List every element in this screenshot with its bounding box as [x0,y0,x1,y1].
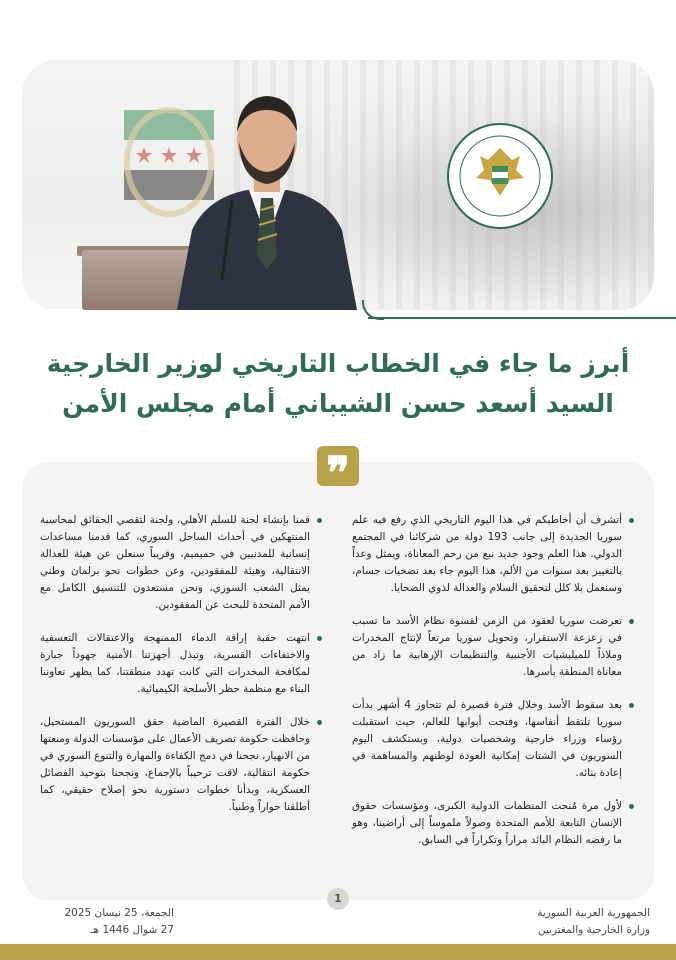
footer-date-gregorian: الجمعة، 25 نيسان 2025 [64,907,174,919]
hero-divider-curve [362,300,384,320]
hero-divider-line [368,317,676,319]
bullet-item: تعرضت سوريا لعقود من الزمن لقسوة نظام الأسد ما تسبب في زعزعة الاستقرار، وتحويل سوريا مرتعاً لإنتاج المخدرات وملاذاً للميليشيات الأجنبية والتنظيمات الإرهابية ما زاد من معاناة المنطقة بأسرها. [352,613,634,681]
right-column [352,512,634,865]
footer-organization [537,905,650,939]
speaker-portrait [137,80,397,310]
page-number: 1 [327,888,349,910]
bullet-item: خلال الفترة القصيرة الماضية حقق السوريون المستحيل، وحافظت حكومة تصريف الأعمال على مؤسسات الدولة ومنعتها من الانهيار، نجحنا في دمج الكفاءة والمهارة والتنوع السوري في حكومة انتقالية، لاقت ترحيباً بالإجماع، ونجحنا بتوحيد الفصائل العسكرية، وبدأنا خطوات دستورية نحو إصلاح حقيقي، كما أطلقنا حواراً وطنياً. [40,714,322,816]
bullet-item: أتشرف أن أخاطبكم في هذا اليوم التاريخي الذي رفع فيه علم سوريا الجديدة إلى جانب 193 دولة من شركائنا في المجتمع الدولي. هذا العلم وجود جديد نبع من رحم المعاناة، ويمثل وعداً بالتغيير بعد سنوات من الألم، هذا اليوم جاء بعد تضحيات جسام، وسنعمل بلا كلل لتحقيق السلام والعدالة لذوي الضحايا. [352,512,634,597]
page-title [30,344,646,424]
bullet-item: انتهت حقبة إراقة الدماء الممنهجة والاعتقالات التعسفية والاختفاءات القسرية، وتبذل أجهزتنا الأمنية جهوداً جبارة لمكافحة المخدرات التي كانت تهدد منطقتنا، كما يظهر تعاوننا البناء مع منظمة حظر الأسلحة الكيميائية. [40,630,322,698]
footer-date [24,905,174,939]
bullet-item: بعد سقوط الأسد وخلال فترة قصيرة لم تتجاوز 4 أشهر بدأت سوريا تلتقط أنفاسها، وفتحت أبوابها للعالم، حيث استقبلت رؤساء وزراء خارجية وشخصيات دولية، وبستكشف اليوم السوريون في الشتات إمكانية العودة لوطنهم والمساهمة في إعادة بنائه. [352,697,634,782]
hero-photo [22,60,654,310]
quote-mark-icon: ❞ [317,446,359,486]
bullet-item: لأول مرة مُنحت المنظمات الدولية الكبرى، ومؤسسات حقوق الإنسان التابعة للأمم المتحدة وصولاً ملموساً إلى أراضينا، وهو ما رفضه النظام البائد مراراً وتكراراً في السابق. [352,798,634,849]
bottom-accent-bar [0,944,676,960]
left-column [40,512,322,832]
footer-org-line-1: الجمهورية العربية السورية [537,907,650,919]
title-line-2: السيد أسعد حسن الشيباني أمام مجلس الأمن [62,389,614,418]
title-line-1: أبرز ما جاء في الخطاب التاريخي لوزير الخارجية [46,349,630,378]
ministry-seal-icon [446,122,554,230]
footer-org-line-2: وزارة الخارجية والمغتربين [537,924,650,936]
footer-date-hijri: 27 شوال 1446 هـ [90,924,174,936]
bullet-item: قمنا بإنشاء لجنة للسلم الأهلي، ولجنة لتقصي الحقائق لمحاسبة المنتهكين في أحداث الساحل السوري، كما قدمنا مساعدات إنسانية للمدنيين في حميميم، وقريباً سنعلن عن هيئة للعدالة الانتقالية، وهيئة للمفقودين، وعن خطوات نحو برلمان وطني يمثل الشعب السوري، ونحن مستعدون للتنسيق الكامل مع الأمم المتحدة للبحث عن المفقودين. [40,512,322,614]
